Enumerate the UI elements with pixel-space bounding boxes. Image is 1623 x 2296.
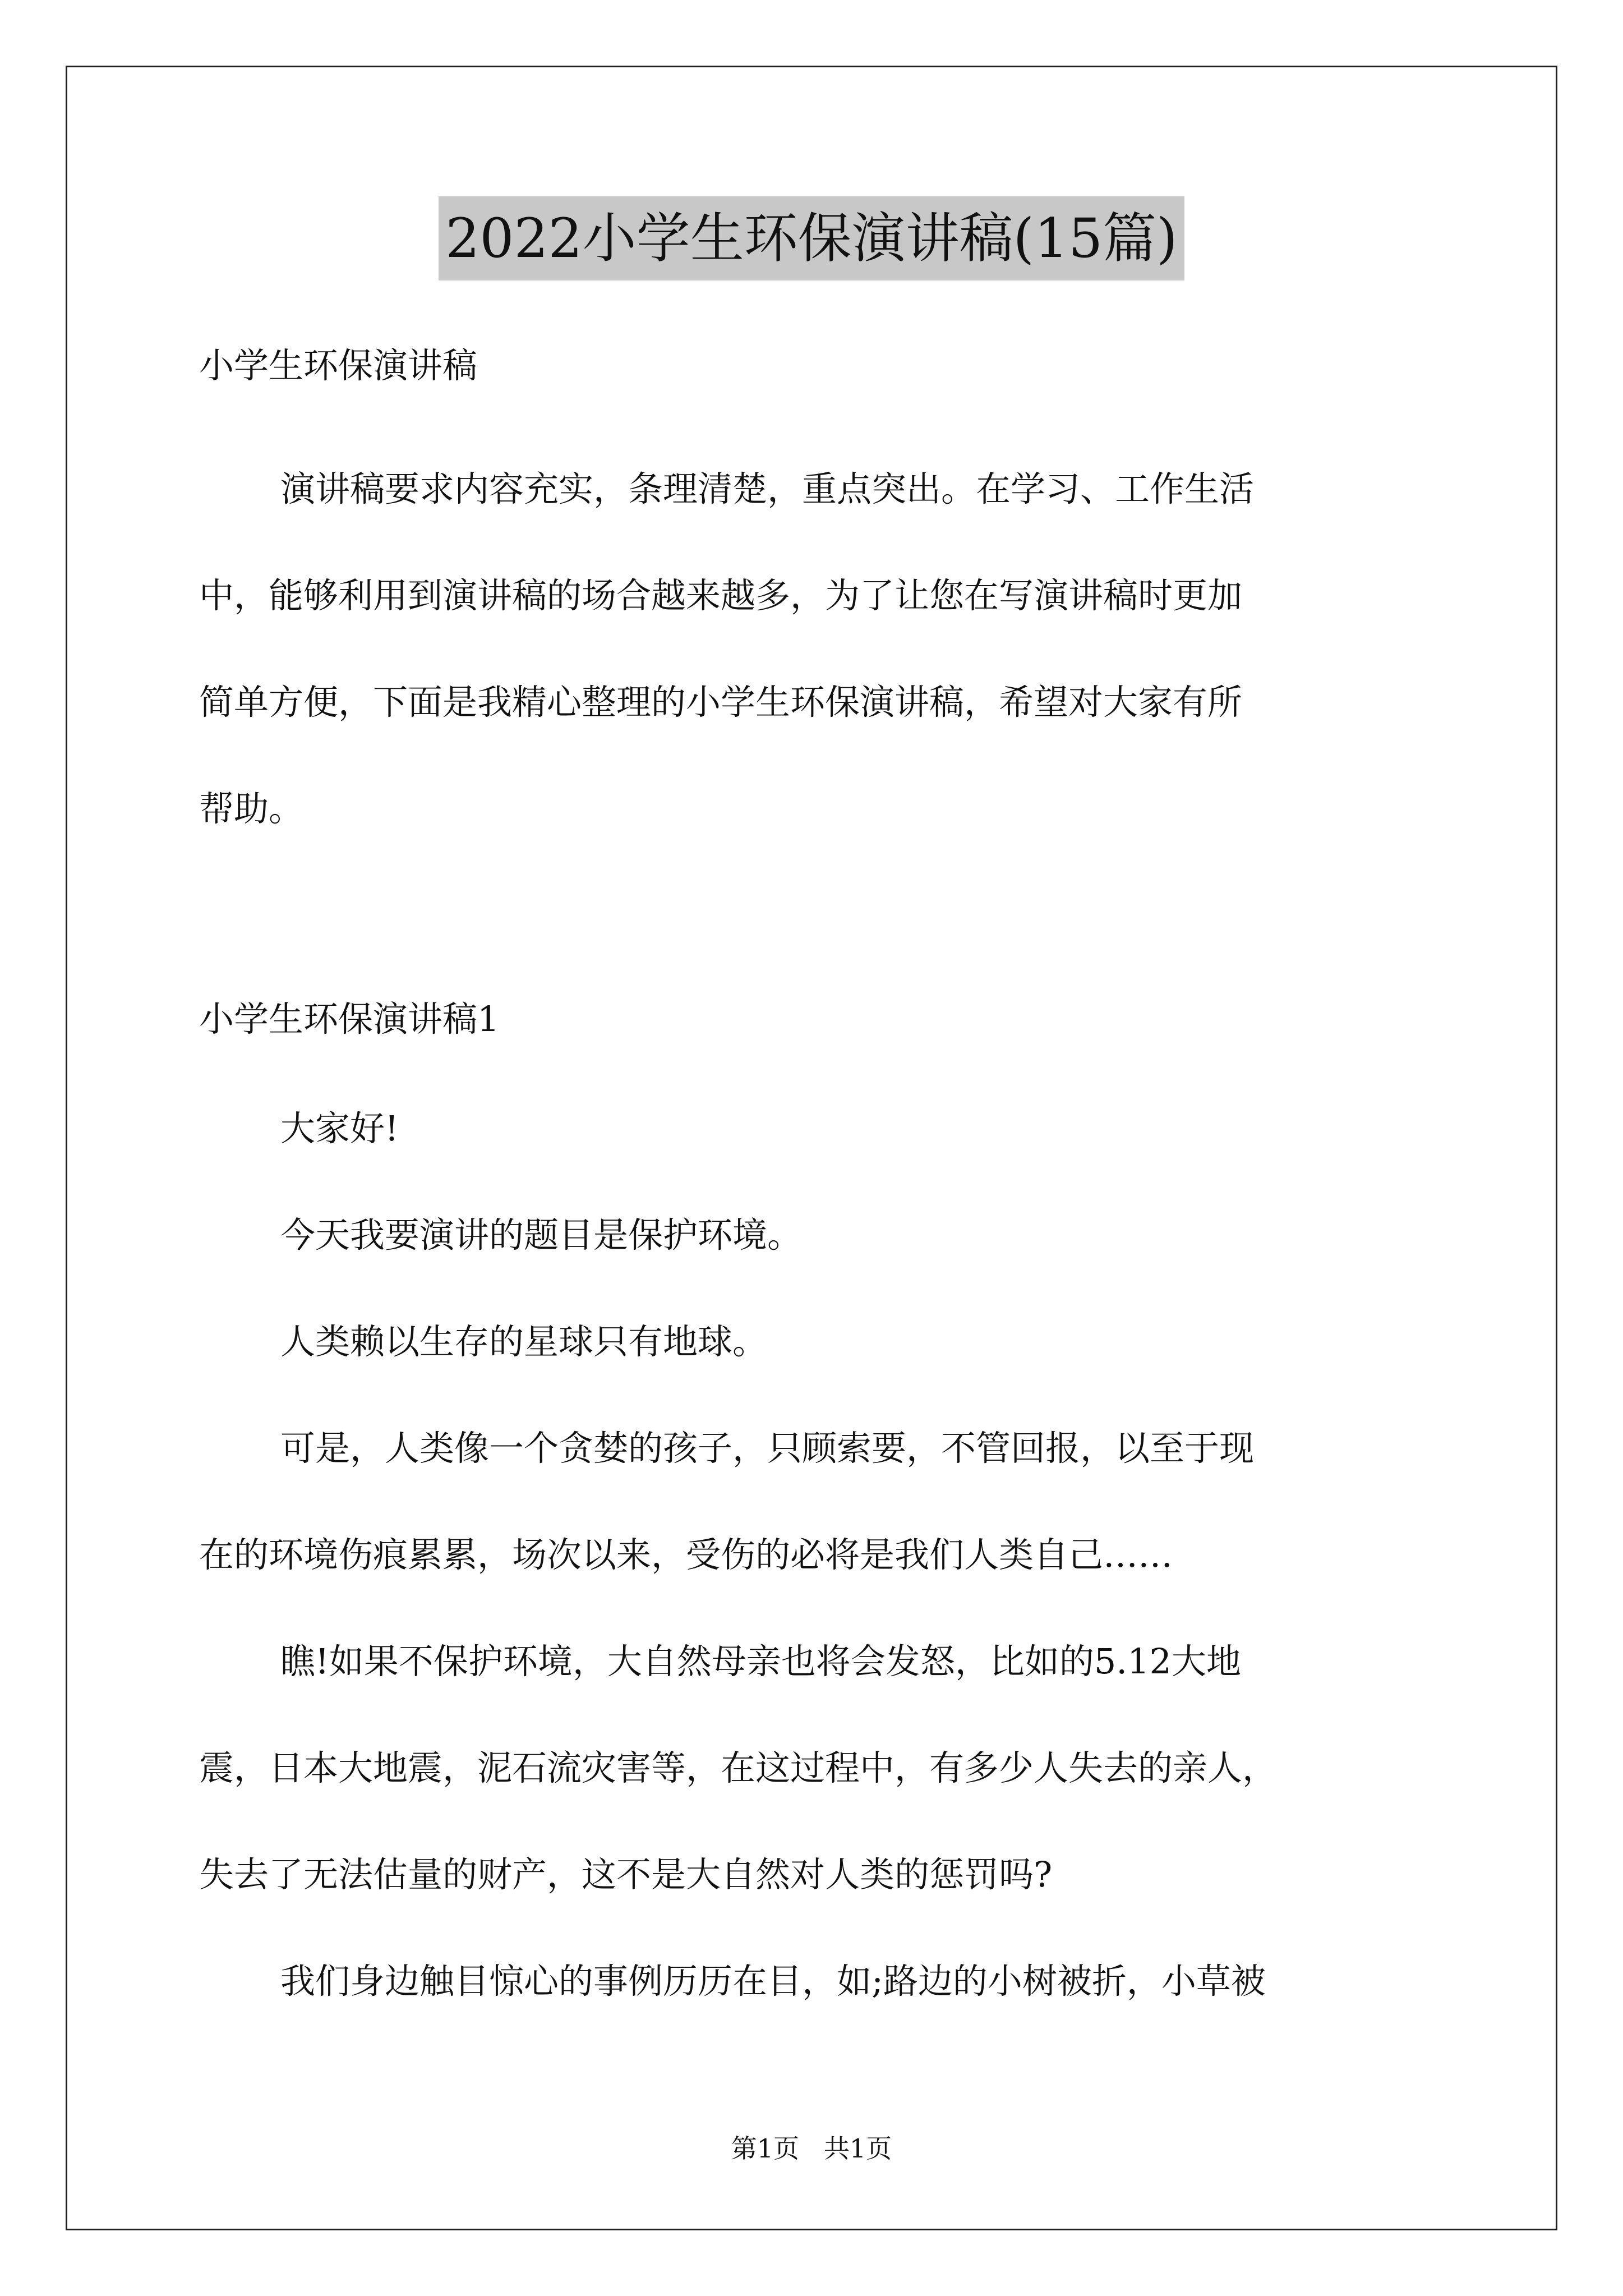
- paragraph-line: 简单方便，下面是我精心整理的小学生环保演讲稿，希望对大家有所: [199, 682, 1243, 723]
- paragraph-line: 演讲稿要求内容充实，条理清楚，重点突出。在学习、工作生活: [280, 468, 1255, 509]
- paragraph-line: 帮助。: [199, 788, 304, 829]
- paragraph-line: 我们身边触目惊心的事例历历在目，如;路边的小树被折，小草被: [280, 1961, 1266, 2001]
- document-title: [0, 196, 1623, 280]
- paragraph-line: 瞧!如果不保护环境，大自然母亲也将会发怒，比如的5.12大地: [280, 1641, 1241, 1682]
- paragraph-line: 震，日本大地震，泥石流灾害等，在这过程中，有多少人失去的亲人，: [199, 1747, 1278, 1788]
- paragraph-line: 今天我要演讲的题目是保护环境。: [280, 1214, 803, 1255]
- paragraph-line: 大家好!: [280, 1108, 399, 1149]
- section-heading: 小学生环保演讲稿: [199, 345, 478, 386]
- paragraph-line: 人类赖以生存的星球只有地球。: [280, 1321, 768, 1362]
- paragraph-line: 失去了无法估量的财产，这不是大自然对人类的惩罚吗?: [199, 1854, 1053, 1895]
- paragraph-line: 在的环境伤痕累累，场次以来，受伤的必将是我们人类自己……: [199, 1534, 1173, 1575]
- page-footer: 第1页 共1页: [731, 2133, 892, 2164]
- section-heading: 小学生环保演讲稿1: [199, 999, 500, 1039]
- paragraph-line: 可是，人类像一个贪婪的孩子，只顾索要，不管回报，以至于现: [280, 1428, 1255, 1469]
- title-text: 2022小学生环保演讲稿(15篇): [439, 196, 1184, 280]
- paragraph-line: 中，能够利用到演讲稿的场合越来越多，为了让您在写演讲稿时更加: [199, 575, 1243, 616]
